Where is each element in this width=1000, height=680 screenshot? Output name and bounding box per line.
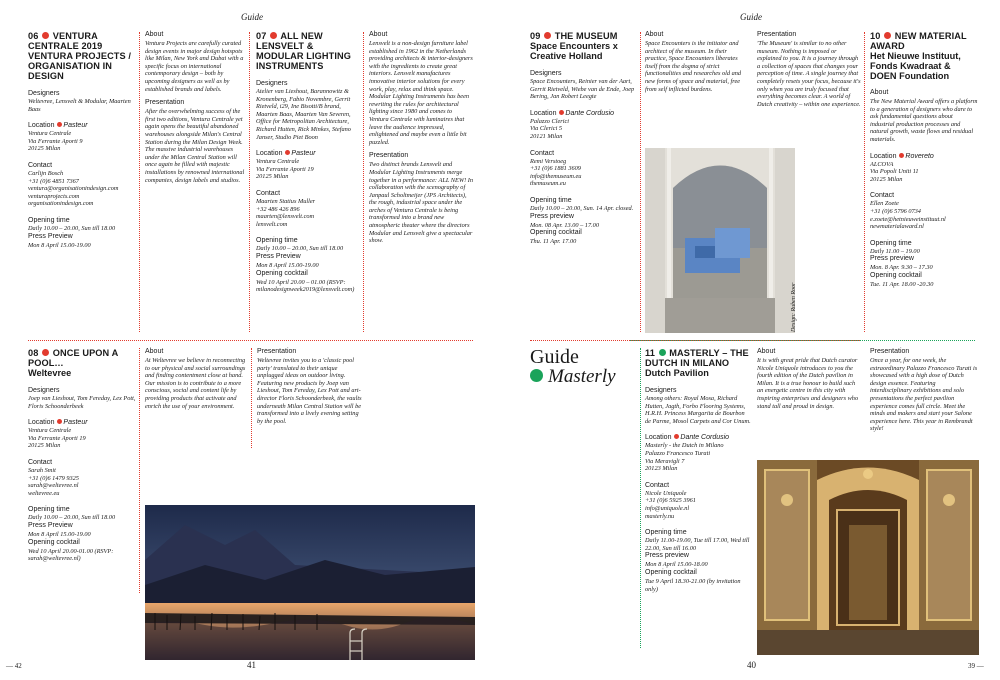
- label: Presentation: [257, 348, 297, 355]
- contact-line: +31 (0)6 5925 3961: [645, 497, 696, 505]
- guide-header-left: Guide: [241, 12, 263, 22]
- opening-time: Daily 10.00 – 20.00, Sun. 14 Apr. closed.: [530, 204, 634, 212]
- location-label: Location Pasteur: [28, 419, 88, 427]
- location-label: Location Pasteur: [256, 150, 316, 158]
- page-number: 40: [747, 660, 756, 670]
- section-08-pres: [257, 348, 365, 425]
- label: About: [870, 89, 889, 96]
- contact-line: +31 (0)6 5796 0734: [870, 207, 921, 215]
- address-line: Masterly - the Dutch in Milano: [645, 442, 724, 450]
- label: About: [145, 31, 164, 38]
- green-dot-icon: [530, 369, 543, 382]
- label: Opening time: [28, 216, 70, 224]
- about-text: Ventura Projects are carefully curated design events in major design hotspots like Milan, New York and Dubai with a specific focus on international contemporary design – both by upcoming designers as well as by established brands and labels.: [145, 40, 244, 93]
- contact-link[interactable]: venturaprojects.com: [28, 192, 80, 200]
- contact-line: Ellen Zoete: [870, 200, 899, 208]
- page-number: 39 —: [968, 662, 984, 670]
- section-title: 11 MASTERLY – THE DUTCH IN MILANO: [645, 348, 749, 368]
- press-preview: Mon 8 April 15.00-19.00: [28, 241, 91, 249]
- presentation-text: Weltevree invites you to a 'classic pool party' translated to their unique unplugged ideas on outdoor living. Featuring new products by Joep van Lieshout, Tom Fereday, Lex Pott and art-director Floris Schoonderbeek, the vaults underneath Milan Central Station will be transformed into a lively evening setting by the pool.: [257, 357, 362, 425]
- contact-line: Remi Verstoeg: [530, 157, 567, 165]
- guide-header-right: Guide: [740, 12, 762, 22]
- section-11-pres: [870, 348, 978, 433]
- section-title: 07 ALL NEW LENSVELT & MODULAR LIGHTING INSTRUMENTS: [256, 31, 351, 71]
- masterly-guide-label: Guide: [530, 346, 579, 368]
- press-preview: Mon 8 April 15.00-19.00: [256, 261, 319, 269]
- section-subtitle: Space Encounters x Creative Holland: [530, 41, 618, 61]
- label: Designers: [28, 387, 60, 394]
- presentation-text: Two distinct brands Lensvelt and Modular Lighting Instruments merge together in a performance: ALL NEW! In collaboration with the scenography of Janpaul Scholtmeijer (JPS Architects), the rough, industrial space under the arches of Ventura Centrale is being transformed into a brand new atmospheric theater where the directors Modular and Lensvelt give a spectacular show.: [369, 161, 474, 245]
- label: Contact: [28, 458, 53, 466]
- divider: [640, 32, 641, 332]
- address-line: Via Ferrante Aporti 19: [28, 434, 86, 442]
- address-line: 20125 Milan: [870, 175, 903, 183]
- museum-installation-photo: [645, 148, 795, 333]
- divider: [630, 340, 975, 341]
- page-number: — 42: [6, 662, 22, 670]
- contact-line: +31 (0)6 4851 7367: [28, 177, 79, 185]
- address-line: Via Ferrante Aporti 19: [256, 165, 314, 173]
- address-line: 20121 Milan: [530, 132, 563, 140]
- label: Designers: [28, 90, 60, 97]
- contact-line: +31 (0)6 1881 3609: [530, 165, 581, 173]
- section-07: [256, 31, 360, 294]
- address-line: Palazzo Clerici: [530, 117, 570, 125]
- section-title: 10 NEW MATERIAL AWARD: [870, 31, 967, 51]
- opening-cocktail: Tue 9 April 18.30-21.00 (by invitation only): [645, 577, 741, 593]
- location-label: Location Dante Cordusio: [645, 434, 730, 442]
- section-07-text: [369, 31, 473, 245]
- about-text: Lensvelt is a non-design furniture label established in 1962 in the Netherlands providing architects & interior-designers with the ingredients to create great interiors. Lensvelt manufactures innovative interior solutions for every work, play, relax and think space. Modular Lighting Instruments has been rewriting the rules for architectural lighting since 1980 and comes to Ventura Centrale with luminaires that leave the audience impressed, enlightened and maybe even a little bit puzzled.: [369, 40, 473, 146]
- label: About: [645, 31, 664, 38]
- label: Designers: [530, 70, 562, 77]
- presentation-text: 'The Museum' is similar to no other museum. Nothing is imposed or explained to you. It is a journey through a collection of spaces that changes your perception of time. A single journey that completely resets your focus, because it's only when you are truly focused that everything becomes clear. A world of Dutch creativity – within one experience.: [757, 40, 861, 108]
- page-number: 41: [247, 660, 256, 670]
- label: Designers: [645, 387, 677, 394]
- divider: [251, 348, 252, 448]
- opening-time: Daily 10.00 – 20.00, Sun till 18.00: [28, 514, 116, 522]
- address-line: Via Clerici 5: [530, 125, 563, 133]
- label: Opening cocktail: [256, 269, 308, 277]
- divider: [363, 32, 364, 332]
- divider: [864, 32, 865, 332]
- address-line: Ventura Centrale: [256, 158, 300, 166]
- designers: Weltevree, Lensvelt & Modular, Maarten Baas: [28, 98, 131, 113]
- address-line: ALCOVA: [870, 160, 894, 168]
- section-subtitle: Het Nieuwe Instituut, Fonds Kwadraat & DOEN Foundation: [870, 51, 961, 81]
- press-preview: Mon. 8 Apr. 9.30 – 17.30: [870, 264, 933, 272]
- label: About: [145, 348, 164, 355]
- label: Opening time: [28, 506, 70, 514]
- label: Opening cocktail: [530, 229, 582, 237]
- label: Opening cocktail: [645, 568, 697, 576]
- label: Contact: [530, 149, 555, 157]
- contact-line: Maarten Statius Muller: [256, 197, 316, 205]
- opening-time: Daily 11.00-19.00, Tue till 17.00, Wed till 22.00, Sun till 16.00: [645, 537, 750, 552]
- label: Presentation: [757, 31, 797, 38]
- label: Contact: [28, 161, 53, 169]
- press-preview: Mon 8 April 15.00-18.00: [645, 561, 708, 569]
- section-11-about: [757, 348, 861, 410]
- contact-link[interactable]: organisationindesign.com: [28, 200, 94, 208]
- address-line: 20125 Milan: [256, 173, 289, 181]
- divider: [139, 32, 140, 332]
- contact-link[interactable]: ventura@organisationindesign.com: [28, 185, 119, 193]
- contact-link[interactable]: info@uniquole.nl: [645, 504, 690, 512]
- presentation-text: After the overwhelming success of the first two editions, Ventura Centrale yet again opens the beautiful abandoned warehouses alongside Milan's Central Station during the Milan Design Week. The massive industrial warehouses under the Milan Central Station will once again be filled with majestic installations by renowned international companies, design labels and studios.: [145, 108, 245, 184]
- section-08: [28, 348, 136, 563]
- masterly-title: Masterly: [548, 366, 616, 387]
- label: Opening cocktail: [870, 271, 922, 279]
- location-label: Location Dante Cordusio: [530, 109, 615, 117]
- opening-cocktail: Thu. 11 Apr. 17.00: [530, 238, 577, 246]
- designers: Among others: Royal Mosa, Richard Hutten, Jagth, Forbo Flooring Systems, H.R.H. Princess Margarita de Bourbon de Parme, Mosol Carpets and Cor Unum.: [645, 395, 751, 425]
- label: Contact: [870, 192, 895, 200]
- label: About: [757, 348, 776, 355]
- label: Opening cocktail: [28, 538, 80, 546]
- address-line: Ventura Centrale: [28, 427, 72, 435]
- divider: [28, 340, 473, 341]
- section-title: 06 VENTURA CENTRALE 2019 VENTURA PROJECTS / ORGANISATION IN DESIGN: [28, 31, 132, 81]
- about-text: Space Encounters is the initiator and architect of the museum. In their practice, Space Encounters liberates itself from the dogma of strict functionalities and researches old and new forms of space and material, free from self inflicted burdens.: [645, 40, 742, 93]
- label: Opening time: [530, 196, 572, 204]
- label: Presentation: [369, 152, 409, 160]
- press-preview: Mon 8 April 15.00-19.00: [28, 530, 91, 538]
- section-title: 09 THE MUSEUM: [530, 31, 618, 41]
- opening-cocktail: Wed 10 April 20.00 – 01.00 (RSVP: milanodesignweek2019@lensvelt.com): [256, 278, 355, 294]
- contact-link[interactable]: weltevree.eu: [28, 489, 60, 497]
- label: Contact: [256, 189, 281, 197]
- section-title: 08 ONCE UPON A POOL…: [28, 348, 118, 368]
- contact-link[interactable]: sarah@weltevree.nl: [28, 482, 79, 490]
- section-subtitle: Dutch Pavilion: [645, 368, 709, 378]
- address-line: Via Meravigli 7: [645, 457, 685, 465]
- label: Press preview: [530, 212, 574, 220]
- contact-line: +31 (0)6 1479 9325: [28, 474, 79, 482]
- label: Designers: [256, 80, 288, 87]
- opening-cocktail: Wed 10 April 20.00-01.00 (RSVP: sarah@weltevree.nl): [28, 547, 114, 563]
- designers: Space Encounters, Reinier van der Aart, Gerrit Rietveld, Wiebe van de Ende, Joep Bering, Jan Robert Leegte: [530, 78, 635, 101]
- presentation-text: Once a year, for one week, the extraordinary Palazzo Francesco Turati is showcased with a high dose of Dutch design essence. Featuring interdisciplinary exhibitions and solo presentations the perfect pavilion experience comes full circle. Meet the minds and makers and start your Salone experience here. This year in Rembrandt style!: [870, 357, 978, 433]
- opening-time: Daily 10.00 – 20.00, Sun till 18.00: [28, 224, 116, 232]
- address-line: Via Ferrante Aporti 9: [28, 137, 83, 145]
- section-11: [645, 348, 751, 593]
- section-06: [28, 31, 136, 249]
- divider: [139, 348, 140, 593]
- label: Press Preview: [256, 252, 301, 260]
- palazzo-interior-photo: [757, 460, 979, 655]
- opening-time: Daily 11.00 – 19.00: [870, 247, 920, 255]
- divider: [640, 348, 641, 648]
- contact-line: Nicole Uniquole: [645, 489, 687, 497]
- address-line: Via Popoli Uniti 11: [870, 168, 919, 176]
- location-label: Location Pasteur: [28, 122, 88, 130]
- label: Press preview: [645, 552, 689, 560]
- contact-link[interactable]: info@themuseum.eu: [530, 172, 582, 180]
- designers: Joep van Lieshout, Tom Fereday, Lex Pott, Floris Schoonderbeek: [28, 395, 136, 410]
- label: About: [369, 31, 388, 38]
- opening-time: Daily 10.00 – 20.00, Sun till 18.00: [256, 245, 344, 253]
- label: Press Preview: [28, 232, 73, 240]
- section-10: [870, 31, 978, 289]
- label: Press preview: [870, 255, 914, 263]
- address-line: Palazzo Francesco Turati: [645, 449, 711, 457]
- contact-link[interactable]: themuseum.eu: [530, 180, 566, 188]
- photo-credit: Design: Ruben Roor: [791, 282, 797, 332]
- address-line: 20125 Milan: [28, 442, 61, 450]
- address-line: 20123 Milan: [645, 465, 678, 473]
- section-09-about: [645, 31, 747, 93]
- label: Presentation: [870, 348, 910, 355]
- contact-line: Sarah Smit: [28, 466, 56, 474]
- about-text: At Weltevree we believe in reconnecting to our physical and social surroundings and finding contentment close at hand. Our mission is to contribute to a more conscious, social and content life by providing products that activate and enrich the use of your environment.: [145, 357, 246, 410]
- label: Opening time: [645, 529, 687, 537]
- contact-line: +32 486 426 896: [256, 205, 300, 213]
- divider: [249, 32, 250, 332]
- label: Contact: [645, 481, 670, 489]
- section-08-about: [145, 348, 247, 410]
- about-text: The New Material Award offers a platform to a generation of designers who dare to ask fundamental questions about industrial production processes and natural growth, waste flows and residual materials.: [870, 98, 978, 143]
- opening-cocktail: Tue. 11 Apr. 18.00 -20.30: [870, 280, 934, 288]
- contact-link[interactable]: e.zoete@hetnieuweinstituut.nl: [870, 215, 946, 223]
- designers: Atelier van Lieshout, Barannowitz & Kronenberg, Fabio Novembre, Gerrit Rietveld, i29, Ine Bisotti/B brand, Maarten Baas, Maarten Van Severen, Office for Metropolitan Architecture, Richard Hutten, Rick Minkes, Stefano Janser, Studio Piet Boon: [256, 88, 351, 141]
- contact-link[interactable]: masterly.nu: [645, 512, 675, 520]
- about-text: It is with great pride that Dutch curator Nicole Uniquole introduces to you the fourth edition of the Dutch pavilion in Milan. It is a true honour to build such an energetic centre in this city with inspiring enterprises and designers who stand tall and proud in design.: [757, 357, 859, 410]
- contact-link[interactable]: lensvelt.com: [256, 220, 288, 228]
- section-06-text: [145, 31, 245, 184]
- press-preview: Mon. 08 Apr. 13.00 – 17.00: [530, 221, 599, 229]
- address-line: Ventura Centrale: [28, 130, 72, 138]
- address-line: 20125 Milan: [28, 145, 61, 153]
- label: Opening time: [256, 237, 298, 245]
- contact-link[interactable]: maarten@lensvelt.com: [256, 213, 315, 221]
- label: Presentation: [145, 99, 185, 107]
- label: Press Preview: [28, 521, 73, 529]
- section-09-pres: [757, 31, 861, 108]
- section-09: [530, 31, 636, 246]
- contact-line: Carlijn Bosch: [28, 169, 64, 177]
- lake-sunset-illustration: [145, 505, 475, 660]
- location-label: Location Rovereto: [870, 152, 934, 160]
- section-subtitle: Weltevree: [28, 368, 72, 378]
- label: Opening time: [870, 239, 912, 247]
- contact-link[interactable]: newmaterialaward.nl: [870, 223, 924, 231]
